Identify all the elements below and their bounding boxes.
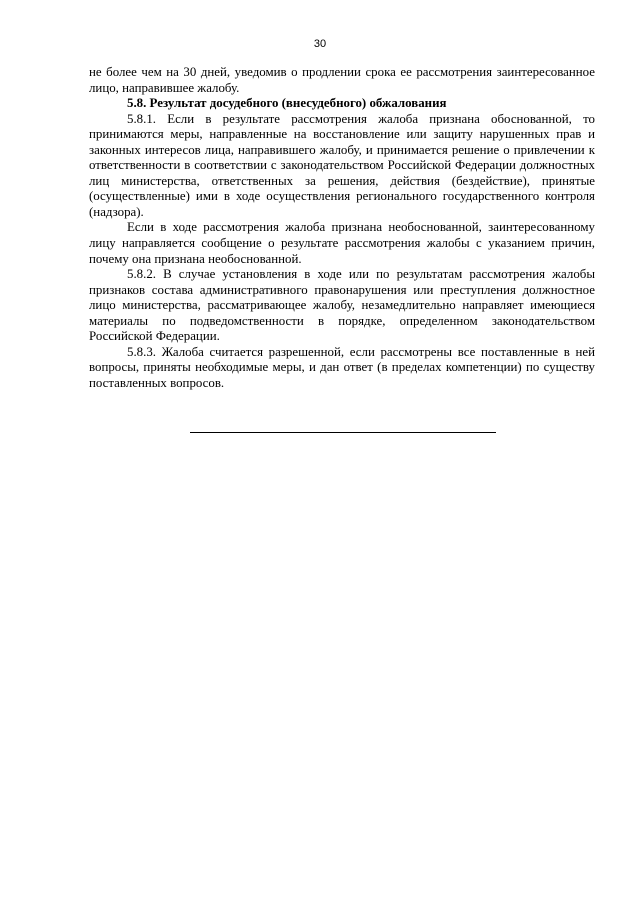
- paragraph-5-8-3: 5.8.3. Жалоба считается разрешенной, если рассмотрены все поставленные в ней вопросы, приняты необходимые меры, и дан ответ (в пределах компетенции) по существу поставленных вопросов.: [89, 344, 595, 390]
- paragraph-unfounded: Если в ходе рассмотрения жалоба признана необоснованной, заинтересованному лицу направляется сообщение о результате рассмотрения жалобы с указанием причин, почему она признана необоснованной.: [89, 220, 595, 266]
- end-of-document-rule: [190, 432, 496, 433]
- intro-paragraph: не более чем на 30 дней, уведомив о продлении срока ее рассмотрения заинтересованное лицо, направившее жалобу.: [89, 65, 595, 95]
- paragraph-5-8-1: 5.8.1. Если в результате рассмотрения жалоба признана обоснованной, то принимаются меры, направленные на восстановление или защиту нарушенных прав и законных интересов лица, направившего жалобу, и принимается решение о привлечении к ответственности в соответствии с законодательством Российской Федерации должностных лиц министерства, ответственных за решения, действия (бездействие), принятые (осуществленные) ими в ходе осуществления регионального государственного контроля (надзора).: [89, 111, 595, 219]
- section-heading: 5.8. Результат досудебного (внесудебного) обжалования: [127, 96, 447, 111]
- document-body: [89, 65, 595, 391]
- paragraph-5-8-2: 5.8.2. В случае установления в ходе или по результатам рассмотрения жалобы признаков состава административного правонарушения или преступления должностное лицо министерства, рассматривающее жалобу, незамедлительно направляет имеющиеся материалы по подведомственности в порядке, определенном законодательством Российской Федерации.: [89, 267, 595, 344]
- page-number: 30: [313, 38, 327, 50]
